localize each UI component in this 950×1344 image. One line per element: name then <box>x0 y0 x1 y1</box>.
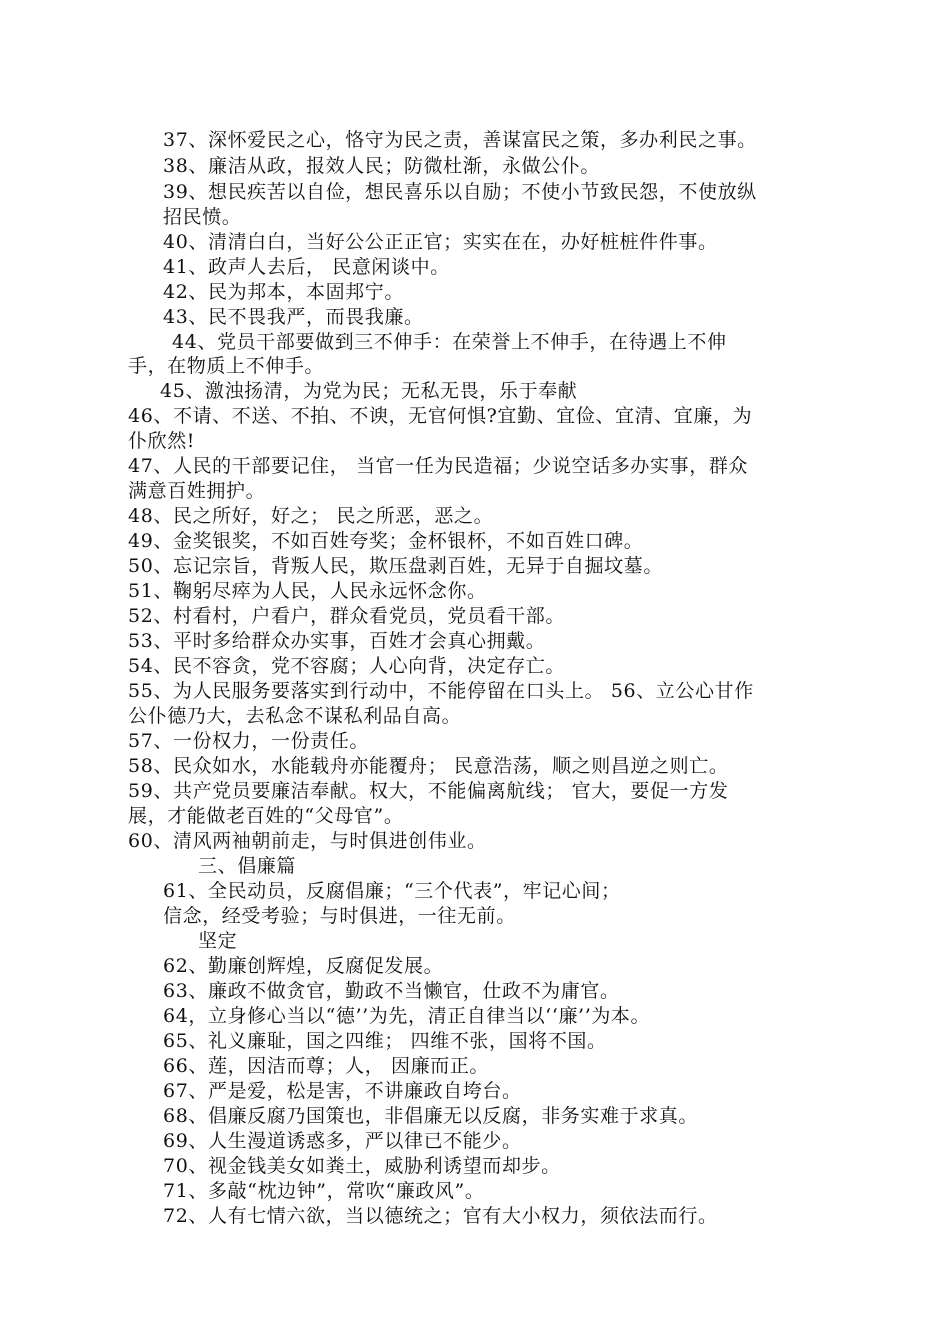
text-line: 66、莲，因洁而尊；人， 因廉而正。 <box>163 1055 490 1077</box>
text-line: 50、忘记宗旨，背叛人民，欺压盘剥百姓，无异于自掘坟墓。 <box>128 555 663 577</box>
text-line: 展，才能做老百姓的“父母官”。 <box>128 805 404 827</box>
section-heading: 三、倡廉篇 <box>198 855 297 877</box>
text-line: 54、民不容贪，党不容腐；人心向背，决定存亡。 <box>128 655 565 677</box>
text-line: 68、倡廉反腐乃国策也，非倡廉无以反腐，非务实难于求真。 <box>163 1105 698 1127</box>
text-line: 63、廉政不做贪官，勤政不当懒官，仕政不为庸官。 <box>163 980 620 1002</box>
text-line: 信念，经受考验；与时俱进，一往无前。 <box>163 905 516 927</box>
text-line: 61、全民动员，反腐倡廉；“三个代表”，牢记心间； <box>163 880 621 902</box>
text-line: 55、为人民服务要落实到行动中，不能停留在口头上。 56、立公心甘作 <box>128 680 754 702</box>
text-line: 69、人生漫道诱惑多，严以律已不能少。 <box>163 1130 522 1152</box>
text-line: 40、清清白白，当好公公正正官；实实在在，办好桩桩件件事。 <box>163 231 718 253</box>
text-line: 60、清风两袖朝前走，与时俱进创伟业。 <box>128 830 487 852</box>
text-line: 70、视金钱美女如粪土，威胁利诱望而却步。 <box>163 1155 561 1177</box>
text-line: 53、平时多给群众办实事，百姓才会真心拥戴。 <box>128 630 546 652</box>
text-line: 67、严是爱，松是害，不讲廉政自垮台。 <box>163 1080 522 1102</box>
text-line: 44、党员干部要做到三不伸手：在荣誉上不伸手，在待遇上不伸 <box>172 331 727 353</box>
text-line: 71、多敲“枕边钟”，常吹“廉政风”。 <box>163 1180 485 1202</box>
text-line: 52、村看村，户看户，群众看党员，党员看干部。 <box>128 605 565 627</box>
text-line: 65、礼义廉耻，国之四维； 四维不张，国将不国。 <box>163 1030 607 1052</box>
text-line: 37、深怀爱民之心，恪守为民之责，善谋富民之策，多办利民之事。 <box>163 129 757 151</box>
text-line: 45、激浊扬清，为党为民；无私无畏，乐于奉献 <box>160 380 578 402</box>
text-line: 64，立身修心当以“德’’为先，清正自律当以‘‘廉’’为本。 <box>163 1005 651 1027</box>
text-line: 72、人有七情六欲，当以德统之；官有大小权力，须依法而行。 <box>163 1205 718 1227</box>
text-line: 62、勤廉创辉煌，反腐促发展。 <box>163 955 444 977</box>
text-line: 48、民之所好，好之； 民之所恶，恶之。 <box>128 505 494 527</box>
text-line: 满意百姓拥护。 <box>128 480 266 502</box>
text-line: 49、金奖银奖，不如百姓夸奖；金杯银杯，不如百姓口碑。 <box>128 530 644 552</box>
text-line: 46、不请、不送、不拍、不谀，无官何惧?宜勤、宜俭、宜清、宜廉，为 <box>128 405 753 427</box>
text-line: 手，在物质上不伸手。 <box>128 355 325 377</box>
text-line: 42、民为邦本，本固邦宁。 <box>163 281 404 303</box>
text-line: 39、想民疾苦以自俭，想民喜乐以自励；不使小节致民怨，不使放纵 <box>163 181 757 203</box>
text-line: 38、廉洁从政，报效人民；防微杜渐，永做公仆。 <box>163 155 600 177</box>
text-line: 坚定 <box>198 930 238 952</box>
text-line: 51、鞠躬尽瘁为人民，人民永远怀念你。 <box>128 580 487 602</box>
text-line: 47、人民的干部要记住， 当官一任为民造福；少说空话多办实事，群众 <box>128 455 749 477</box>
text-line: 43、民不畏我严，而畏我廉。 <box>163 306 424 328</box>
text-line: 57、一份权力，一份责任。 <box>128 730 369 752</box>
text-line: 招民愤。 <box>163 206 242 228</box>
text-line: 41、政声人去后， 民意闲谈中。 <box>163 256 450 278</box>
text-line: 公仆德乃大，去私念不谋私利品自高。 <box>128 705 462 727</box>
text-line: 58、民众如水，水能载舟亦能覆舟； 民意浩荡，顺之则昌逆之则亡。 <box>128 755 729 777</box>
text-line: 59、共产党员要廉洁奉献。权大，不能偏离航线； 官大，要促一方发 <box>128 780 729 802</box>
text-line: 仆欣然! <box>128 430 196 452</box>
